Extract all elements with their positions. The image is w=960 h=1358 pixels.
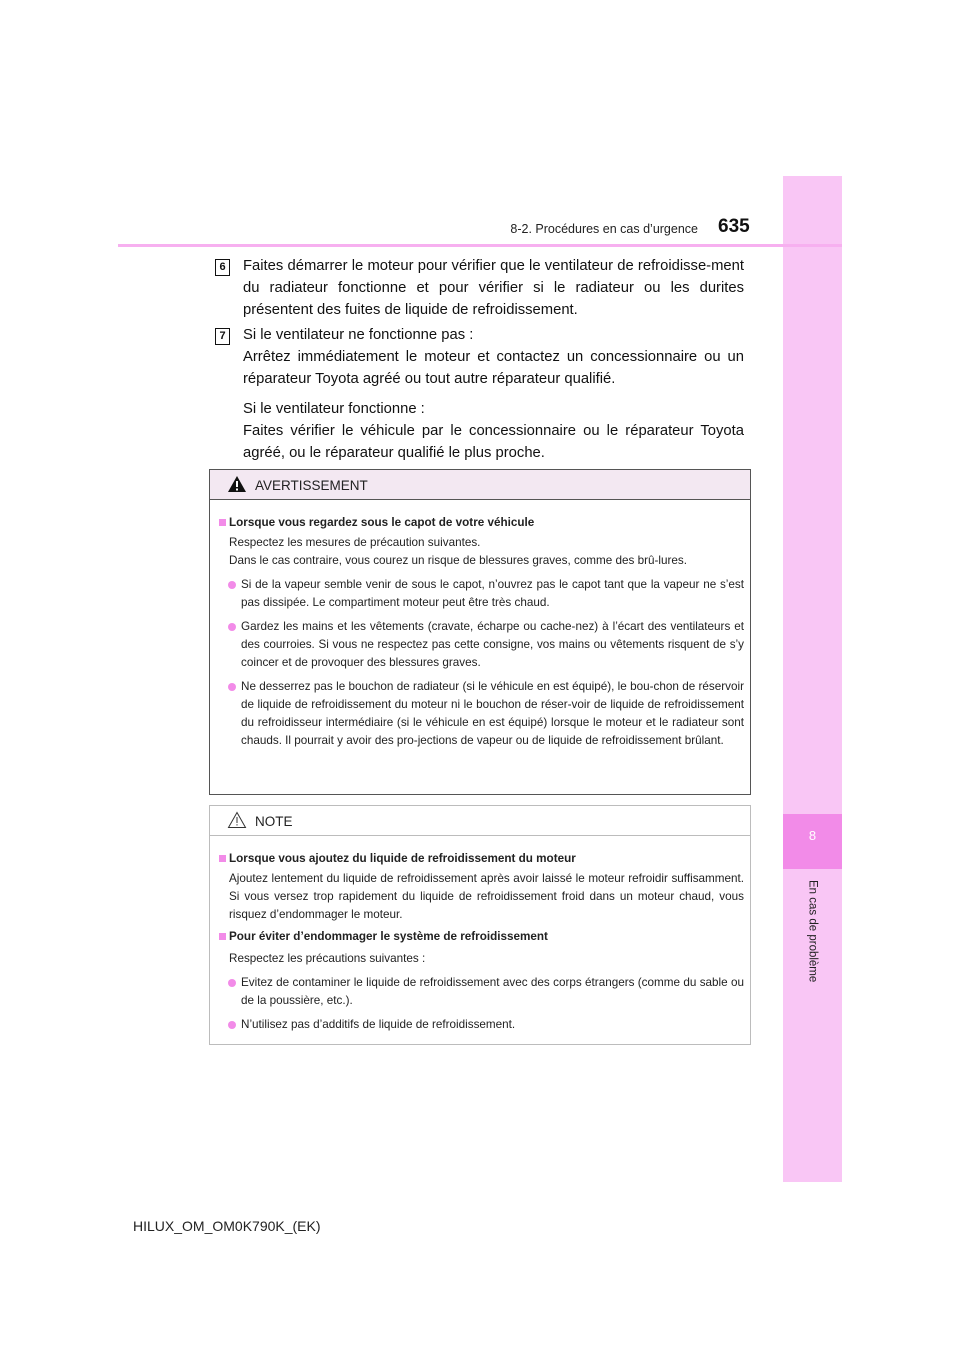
header-divider [118, 244, 842, 247]
square-bullet-icon [219, 933, 226, 940]
step-7-text [243, 324, 744, 464]
round-bullet-icon [228, 623, 236, 631]
round-bullet-icon [228, 683, 236, 691]
step-6-text [243, 255, 744, 321]
warning-box [209, 469, 751, 795]
page-number: 635 [718, 216, 750, 237]
chapter-side-tab [783, 176, 842, 1182]
note-box [209, 805, 751, 1045]
warning-subheading-text: Lorsque vous regardez sous le capot de votre véhicule [229, 516, 535, 529]
chapter-number: 8 [808, 828, 817, 843]
square-bullet-icon [219, 855, 226, 862]
round-bullet-icon [228, 1021, 236, 1029]
note-subheading-2-text: Pour éviter d’endommager le système de refroidissement [229, 930, 548, 943]
warning-bullet [241, 678, 744, 750]
warning-box-header [210, 470, 750, 500]
note-box-title: NOTE [255, 814, 293, 829]
document-code: HILUX_OM_OM0K790K_(EK) [133, 1218, 321, 1234]
note-text-2: Respectez les précautions suivantes : [229, 952, 426, 965]
step-7-action-1: Arrêtez immédiatement le moteur et contactez un concessionnaire ou un réparateur Toyota agréé ou tout autre réparateur qualifié. [243, 349, 744, 387]
warning-subheading [221, 514, 744, 532]
chapter-title [783, 880, 842, 1000]
warning-triangle-icon [227, 475, 247, 493]
note-bullet-text: N’utilisez pas d’additifs de liquide de refroidissement. [241, 1018, 516, 1031]
square-bullet-icon [219, 519, 226, 526]
step-7-action-2: Faites vérifier le véhicule par le concessionnaire ou le réparateur Toyota agréé, ou le réparateur qualifié le plus proche. [243, 423, 744, 461]
warning-bullet-text: Ne desserrez pas le bouchon de radiateur (si le véhicule en est équipé), le bou-chon de réservoir de liquide de refroidissement du moteur ni le bouchon de réser-voir de liquide de refroidissement du refroidisseur intermédiaire (si le véhicule en est équipé) lorsque le moteur et le radiateur sont chauds. Il pourrait y avoir des pro-jections de vapeur ou de liquide de refroidissement brûlant. [241, 680, 744, 747]
warning-bullet-text: Gardez les mains et les vêtements (cravate, écharpe ou cache-nez) à l’écart des ventilateurs et des courroies. Si vous ne respectez pas cette consigne, vos mains ou vêtements risquent de s’y coincer et de provoquer des blessures graves. [241, 620, 744, 669]
note-subheading-1-text: Lorsque vous ajoutez du liquide de refroidissement du moteur [229, 852, 576, 865]
warning-intro-2: Dans le cas contraire, vous courez un risque de blessures graves, comme des brû-lures. [229, 554, 687, 567]
caution-triangle-icon [227, 811, 247, 829]
note-bullet [241, 974, 744, 1010]
step-7-condition-2: Si le ventilateur fonctionne : [243, 401, 425, 417]
note-bullet [241, 1016, 744, 1034]
note-box-header [210, 806, 750, 836]
step-number-7: 7 [215, 328, 230, 345]
note-subheading-1 [221, 850, 744, 868]
warning-bullet-text: Si de la vapeur semble venir de sous le capot, n’ouvrez pas le capot tant que la vapeur ne s’est pas dissipée. Le compartiment moteur peut être très chaud. [241, 578, 744, 609]
note-text-1: Ajoutez lentement du liquide de refroidissement après avoir laissé le moteur refroidir suffisamment. Si vous versez trop rapidement du liquide de refroidissement froid dans un moteur chaud, vous risquez d’endommager le moteur. [229, 872, 744, 921]
note-subheading-2 [221, 928, 744, 946]
note-box-body [210, 836, 750, 1034]
warning-bullet [241, 576, 744, 612]
round-bullet-icon [228, 979, 236, 987]
round-bullet-icon [228, 581, 236, 589]
note-bullet-text: Evitez de contaminer le liquide de refroidissement avec des corps étrangers (comme du sable ou de la poussière, etc.). [241, 976, 744, 1007]
warning-box-title: AVERTISSEMENT [255, 478, 368, 493]
step-number-6: 6 [215, 259, 230, 276]
warning-bullet [241, 618, 744, 672]
step-6-paragraph: Faites démarrer le moteur pour vérifier que le ventilateur de refroidisse-ment du radiateur fonctionne et pour vérifier si le radiateur ou les durites présentent des fuites de liquide de refroidissement. [243, 258, 744, 318]
header-section-title: 8-2. Procédures en cas d’urgence [510, 222, 698, 236]
chapter-title-text: En cas de problème [806, 880, 819, 983]
warning-intro: Respectez les mesures de précaution suivantes. [229, 536, 481, 549]
warning-box-body [210, 500, 750, 750]
step-7-condition-1: Si le ventilateur ne fonctionne pas : [243, 327, 474, 343]
